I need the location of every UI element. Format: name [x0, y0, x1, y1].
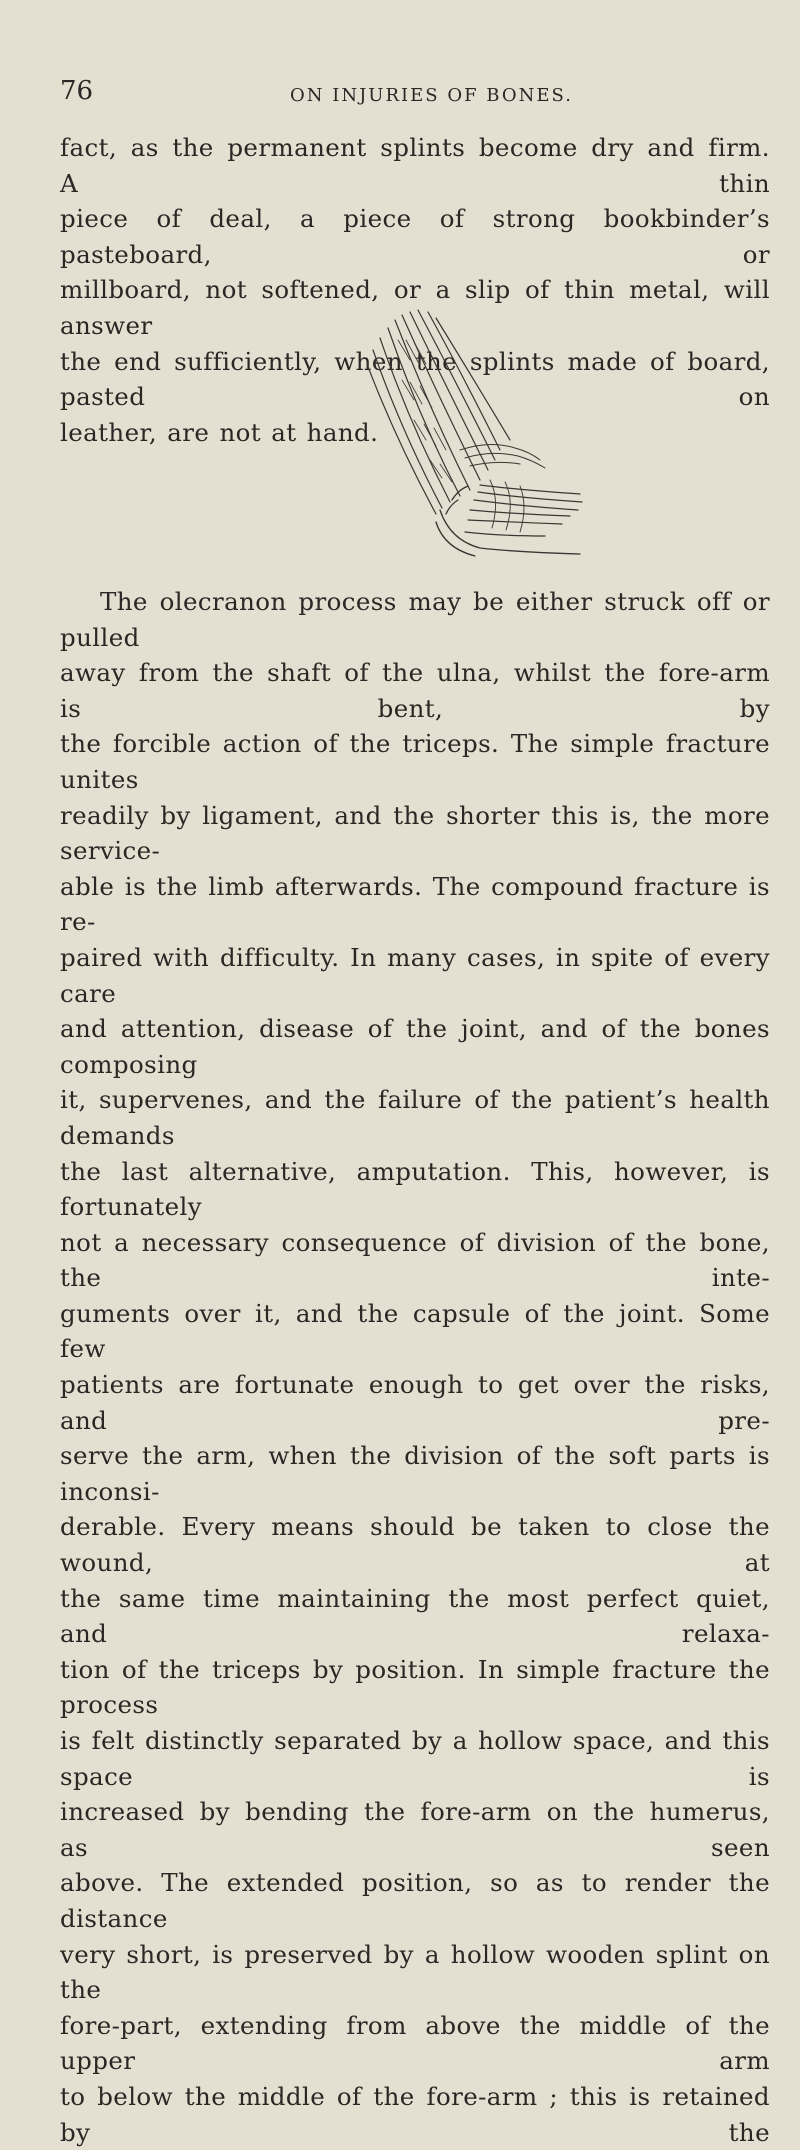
text-line: able is the limb afterwards. The compound fracture is re- [60, 871, 770, 937]
text-line: the end sufficiently, when the splints made of board, pasted on [60, 346, 770, 412]
text-line: leather, are not at hand. [60, 417, 379, 447]
text-line: not a necessary consequence of division of the bone, the inte- [60, 1227, 770, 1293]
text-line: and attention, disease of the joint, and of the bones composing [60, 1014, 770, 1079]
text-line: guments over it, and the capsule of the joint. Some few [60, 1298, 770, 1364]
text-line: patients are fortunate enough to get over the risks, and pre- [60, 1370, 770, 1435]
text-line: above. The extended position, so as to render the distance [60, 1868, 770, 1933]
page-header [60, 76, 760, 116]
text-line: the last alternative, amputation. This, however, is fortunately [60, 1156, 770, 1222]
text-line: The olecranon process may be either struck off or pulled [60, 587, 770, 652]
text-line: readily by ligament, and the shorter this is, the more service- [60, 800, 770, 866]
text-line: tion of the triceps by position. In simple fracture the process [60, 1654, 770, 1720]
text-line: fore-part, extending from above the middle of the upper arm [60, 2010, 770, 2076]
text-line: increased by bending the fore-arm on the humerus, as seen [60, 1797, 770, 1862]
text-line: piece of deal, a piece of strong bookbinder’s pasteboard, or [60, 204, 770, 269]
running-title: ON INJURIES OF BONES. [290, 85, 573, 106]
text-line: very short, is preserved by a hollow wooden splint on the [60, 1939, 770, 2005]
elbow-splint-illustration-icon [340, 300, 590, 570]
text-line: serve the arm, when the division of the soft parts is inconsi- [60, 1441, 770, 1506]
text-line: fact, as the permanent splints become dry and firm. A thin [60, 133, 770, 198]
text-line: is felt distinctly separated by a hollow space, and this space is [60, 1726, 770, 1791]
text-line: derable. Every means should be taken to close the wound, at [60, 1512, 770, 1578]
page-number: 76 [60, 76, 94, 106]
text-line: millboard, not softened, or a slip of thin metal, will answer [60, 275, 770, 340]
text-line: away from the shaft of the ulna, whilst the fore-arm is bent, by [60, 658, 770, 723]
paragraph-olecranon [60, 584, 770, 2150]
text-line: to below the middle of the fore-arm ; this is retained by the [60, 2081, 770, 2147]
text-line: the forcible action of the triceps. The simple fracture unites [60, 729, 770, 794]
text-line: it, supervenes, and the failure of the patient’s health demands [60, 1085, 770, 1150]
text-line: paired with difficulty. In many cases, in spite of every care [60, 942, 770, 1008]
text-line: the same time maintaining the most perfect quiet, and relaxa- [60, 1583, 770, 1649]
